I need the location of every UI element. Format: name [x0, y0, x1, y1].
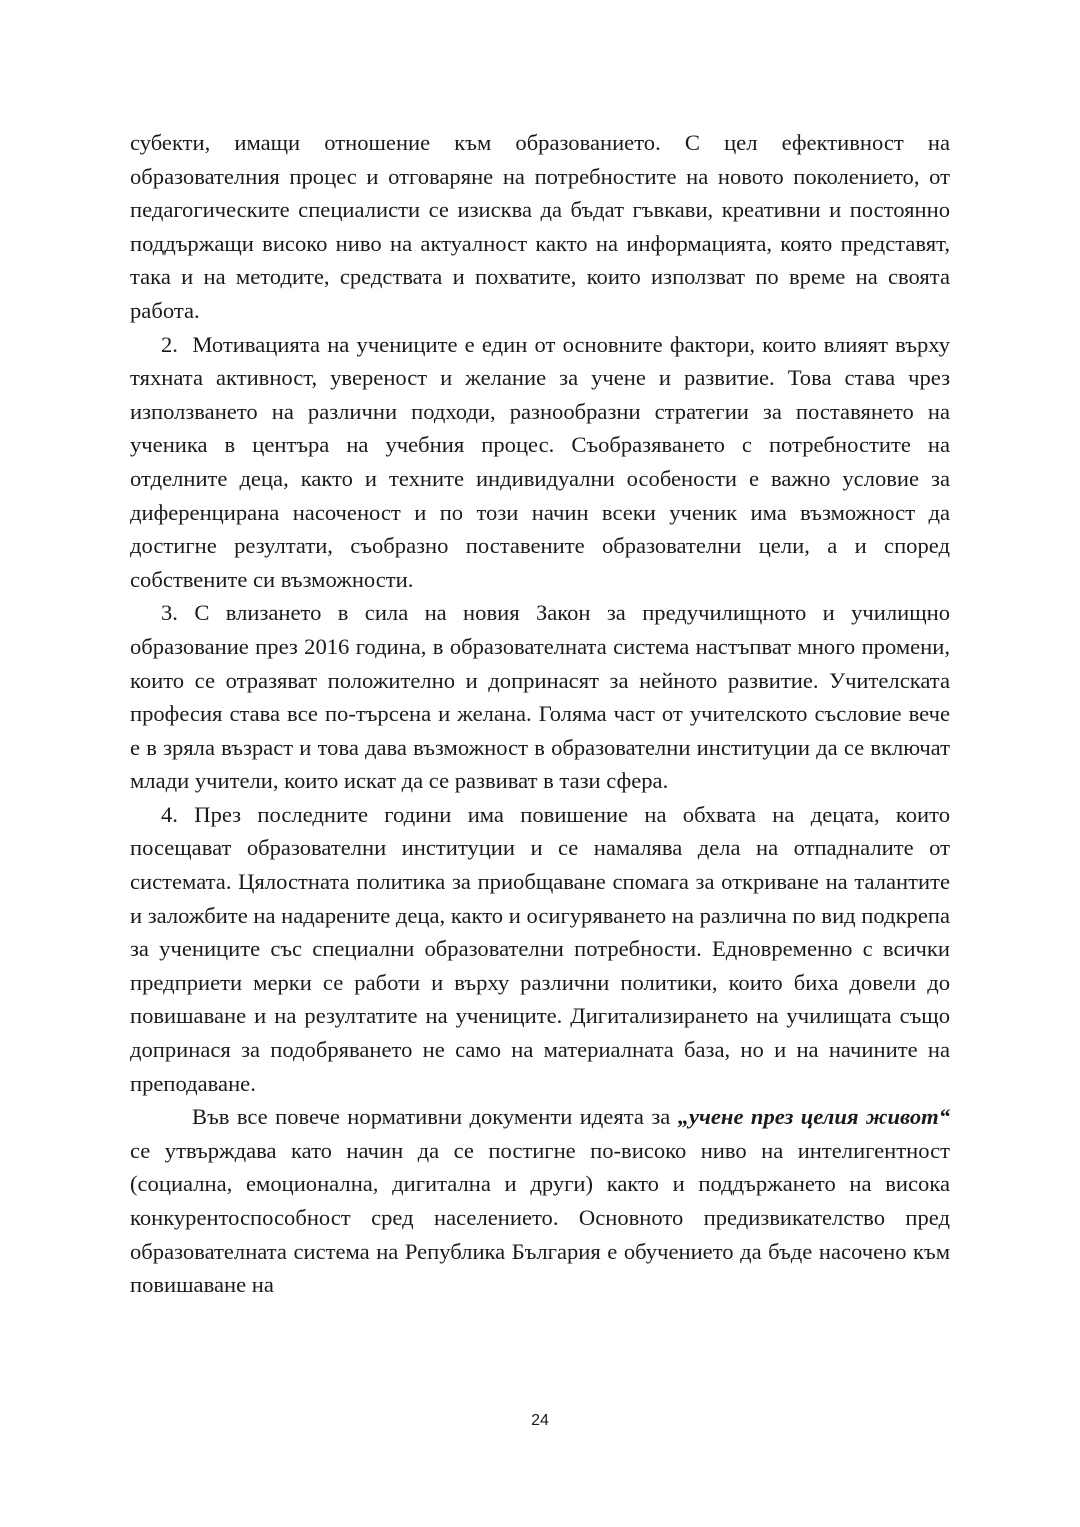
paragraph-continuation: субекти, имащи отношение към образованието. С цел ефективност на образователния процес и отговаряне на потребностите на новото поколението, от педагогическите специалисти се изисква да бъдат гъвкави, креативни и постоянно поддържащи високо ниво на актуалност както на информацията, която представят, така и на методите, средствата и похватите, които използват по време на своята работа. — [130, 130, 950, 323]
closing-text-start: Във все повече нормативни документи идеята за — [192, 1104, 678, 1130]
closing-text-end: се утвърждава като начин да се постигне по-високо ниво на интелигентност (социална, емоционална, дигитална и други) както и поддържането на висока конкурентоспособност сред населението. Основното предизвикателство пред образователната система на Република България е обучението да бъде насочено към повишаване на — [130, 1137, 950, 1298]
document-body — [130, 126, 950, 1302]
list-item-text: През последните години има повишение на обхвата на децата, които посещават образователни институции и се намалява дела на отпадналите от системата. Цялостната политика за приобщаване спомага за откриване на талантите и заложбите на надарените деца, както и осигуряването на различна по вид подкрепа за учениците със специални образователни потребности. Едновременно с всички предприети мерки се работи и върху различни политики, които биха довели до повишаване и на резултатите на учениците. Дигитализирането на училищата също допринася за подобряването не само на материалната база, но и на начините на преподаване. — [130, 801, 950, 1096]
list-item-number: 2. — [161, 331, 178, 357]
list-item-3 — [130, 596, 950, 798]
page-number: 24 — [531, 1412, 549, 1429]
list-item-number: 4. — [161, 801, 178, 827]
paragraph-closing — [130, 1100, 950, 1302]
list-item-text: С влизането в сила на новия Закон за предучилищното и училищно образование през 2016 година, в образователната система настъпват много промени, които се отразяват положително и допринасят за нейното развитие. Учителската професия става все по-търсена и желана. Голяма част от учителското съсловие вече е в зряла възраст и това дава възможност в образователни институции да се включат млади учители, които искат да се развиват в тази сфера. — [130, 600, 950, 794]
list-item-number: 3. — [161, 600, 178, 626]
list-item-text: Мотивацията на учениците е един от основните фактори, които влияят върху тяхната активност, увереност и желание за учене и развитие. Това става чрез използването на различни подходи, разнообразни стратегии за поставянето на ученика в центъра на учебния процес. Съобразяването с потребностите на отделните деца, както и техните индивидуални особености е важно условие за диференцирана насоченост и по този начин всеки ученик има възможност да достигне резултати, съобразно поставените образователни цели, а и според собствените си възможности. — [130, 331, 950, 592]
closing-emphasis: „учене през целия живот“ — [677, 1104, 950, 1130]
list-item-4 — [130, 798, 950, 1100]
list-item-2 — [130, 328, 950, 597]
